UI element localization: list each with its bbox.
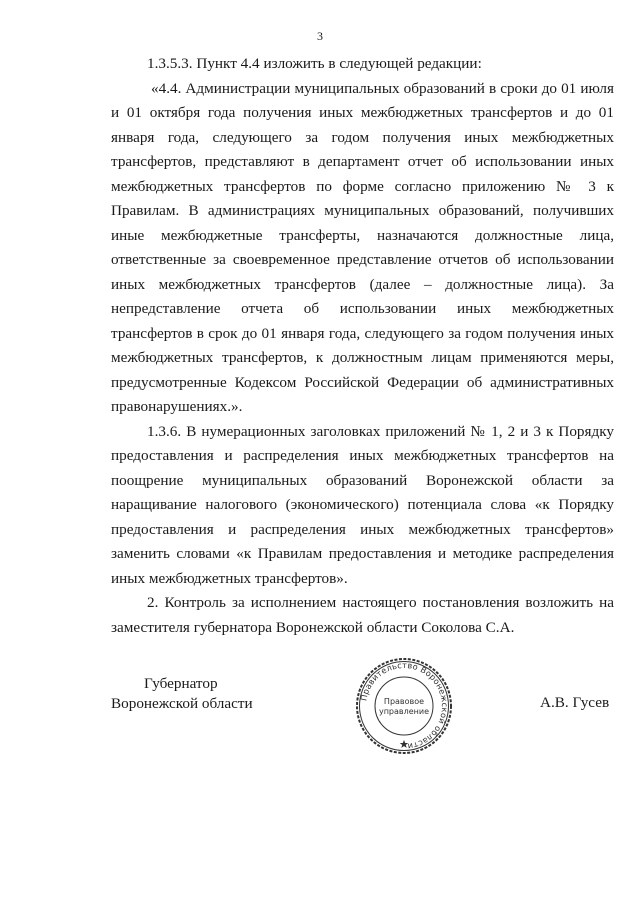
document-body [111,52,614,640]
signatory-block [111,674,271,714]
stamp-center-line-2: управление [378,707,430,716]
stamp-star-icon [400,740,409,748]
signatory-name: А.В. Гусев [540,694,610,711]
legal-department-stamp [354,656,454,756]
paragraph-1-3-5-3: 1.3.5.3. Пункт 4.4 изложить в следующей редакции: [147,55,482,72]
page-number: 3 [317,29,323,43]
signatory-region: Воронежской области [111,695,253,712]
stamp-ring-text: Правительство Воронежской области [358,659,451,752]
paragraph-2-control: 2. Контроль за исполнением настоящего постановления возложить на заместителя губернатора Воронежской области Соколова С.А. [111,594,614,636]
stamp-center-line-1: Правовое [383,697,425,706]
stamp-seal-icon [354,656,454,756]
signatory-title: Губернатор [144,675,218,692]
paragraph-4-4-quote: «4.4. Администрации муниципальных образований в сроки до 01 июля и 01 октября года получения иных межбюджетных трансфертов и до 01 января года, следующего за годом получения иных межбюджетных трансфертов, представляют в департамент отчет об использовании иных межбюджетных трансфертов по форме согласно приложению № 3 к Правилам. В администрациях муниципальных образований, получивших иные межбюджетные трансферты, назначаются должностные лица, ответственные за своевременное представление отчетов об использовании иных межбюджетных трансфертов (далее – должностные лица). За непредставление отчета об использовании иных межбюджетных трансфертов в срок до 01 января года, следующего за годом получения иных межбюджетных трансфертов, к должностным лицам применяются меры, предусмотренные Кодексом Российской Федерации об административных правонарушениях.». [111,79,614,415]
paragraph-1-3-6: 1.3.6. В нумерационных заголовках приложений № 1, 2 и 3 к Порядку предоставления и распределения иных межбюджетных трансфертов на поощрение муниципальных образований Воронежской области за наращивание налогового (экономического) потенциала слова «к Порядку предоставления и распределения иных межбюджетных трансфертов» заменить словами «к Правилам предоставления и методике распределения иных межбюджетных трансфертов». [111,422,614,587]
